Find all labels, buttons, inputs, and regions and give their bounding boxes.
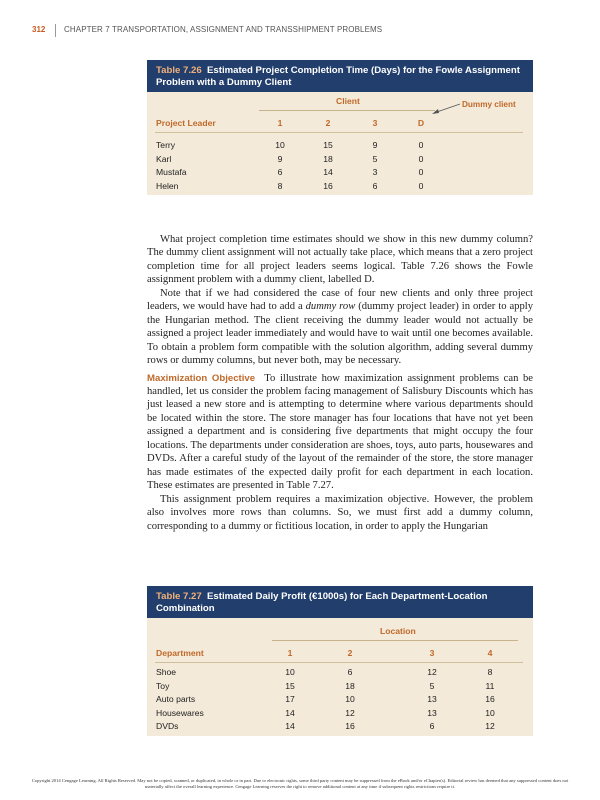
table-cell: 14 [285,707,295,718]
table-cell: 13 [427,694,437,704]
table-cell: 6 [347,667,353,677]
column-header: 3 [429,648,435,658]
table-cell: 10 [485,707,495,718]
row-label: Karl [156,153,172,164]
table-cell: 16 [485,694,495,704]
table-cell: 15 [323,140,333,150]
table-cell: 0 [418,153,424,164]
column-header: 2 [325,118,331,128]
row-header: Project Leader [156,118,216,128]
table-cell: 12 [485,721,495,731]
table-cell: 13 [427,707,437,718]
header-rule [155,662,523,663]
table-caption [147,586,533,618]
table-cell: 6 [277,167,283,177]
table-cell: 6 [372,180,378,191]
column-header: 3 [372,118,378,128]
table-cell: 12 [427,667,437,677]
copyright-footer: Copyright 2014 Cengage Learning. All Rights Reserved. May not be copied, scanned, or duplicated, in whole or in part. Due to electronic rights, some third party content may be suppressed from the eBook and/or eChapter(s). Editorial review has deemed that any suppressed content does not materially affect the overall learning experience. Cengage Learning reserves the right to remove additional content at any time if subsequent rights restrictions require it. [31,778,569,790]
row-header: Department [156,648,204,658]
table-cell: 14 [323,167,333,177]
column-header: D [417,118,425,128]
paragraph: Note that if we had considered the case of four new clients and only three project leaders, we would have had to add a dummy row (dummy project leader) in order to apply the Hungarian method. The client receiving the dummy leader would not actually be assigned a project leader immediately and would have to wait until one becomes available. To obtain a problem form compatible with the solution algorithm, adding several dummy rows or dummy columns, but never both, may be necessary. [147,287,533,367]
table-cell: 10 [285,667,295,677]
column-group-label: Client [336,96,360,106]
row-label: DVDs [156,721,179,731]
table-cell: 18 [345,680,355,691]
row-label: Terry [156,140,176,150]
group-rule [272,640,518,641]
table-cell: 14 [285,721,295,731]
table-7-26 [147,60,533,195]
section-heading: Maximization Objective [147,372,256,384]
table-cell: 16 [323,180,333,191]
header-rule [155,132,523,133]
table-cell: 16 [345,721,355,731]
table-cell: 0 [418,140,424,150]
table-title: Estimated Daily Profit (€1000s) for Each Department-Location Combination [156,591,488,614]
page-number: 312 [32,25,46,34]
table-cell: 8 [277,180,283,191]
column-header: 2 [347,648,353,658]
table-cell: 15 [285,680,295,691]
row-label: Mustafa [156,167,187,177]
paragraph: This assignment problem requires a maximization objective. However, the problem also involves more rows than columns. So, we must first add a dummy column, corresponding to a dummy or fictitious location, in order to apply the Hungarian [147,493,533,532]
table-cell: 9 [277,153,283,164]
table-cell: 3 [372,167,378,177]
column-header: 4 [487,648,493,658]
table-cell: 12 [345,707,355,718]
table-cell: 5 [372,153,378,164]
row-label: Shoe [156,667,177,677]
table-number: Table 7.26 [156,65,202,76]
row-label: Toy [156,680,170,691]
running-head-divider [55,24,56,37]
table-cell: 5 [429,680,435,691]
table-title: Estimated Project Completion Time (Days) for the Fowle Assignment Problem with a Dummy Client [156,65,520,88]
emphasis: dummy row [305,301,356,313]
table-cell: 8 [487,667,493,677]
table-7-27 [147,586,533,736]
table-cell: 0 [418,180,424,191]
table-cell: 11 [485,680,495,691]
table-caption [147,60,533,92]
paragraph: What project completion time estimates should we show in this new dummy column? The dummy client assignment will not actually take place, which means that a zero project completion time for all project leaders seems logical. Table 7.26 shows the Fowle assignment problem with a dummy client, labelled D. [147,234,533,286]
body-text [147,233,533,533]
running-head [0,24,600,38]
row-label: Housewares [156,707,204,718]
table-number: Table 7.27 [156,591,202,602]
group-rule [259,110,435,111]
dummy-client-label: Dummy client [462,100,516,109]
chapter-title: CHAPTER 7 TRANSPORTATION, ASSIGNMENT AND TRANSSHIPMENT PROBLEMS [64,25,383,34]
table-cell: 9 [372,140,378,150]
table-cell: 18 [323,153,333,164]
column-header: 1 [287,648,293,658]
table-cell: 10 [345,694,355,704]
table-cell: 6 [429,721,435,731]
column-header: 1 [277,118,283,128]
table-cell: 0 [418,167,424,177]
paragraph: Maximization Objective To illustrate how maximization assignment problems can be handled, let us consider the problem facing management of Salisbury Discounts which has just leased a new store and is attempting to determine where various departments should be located within the store. The store manager has four locations that have not yet been assigned a department and is considering five departments that might occupy the four locations. The departments under consideration are shoes, toys, auto parts, housewares and DVDs. After a careful study of the layout of the remainder of the store, the store manager has made estimates of the expected daily profit for each department in each location. These estimates are presented in Table 7.27. [147,372,533,492]
table-cell: 10 [275,140,285,150]
column-group-label: Location [380,626,416,636]
row-label: Auto parts [156,694,196,704]
table-cell: 17 [285,694,295,704]
row-label: Helen [156,180,179,191]
